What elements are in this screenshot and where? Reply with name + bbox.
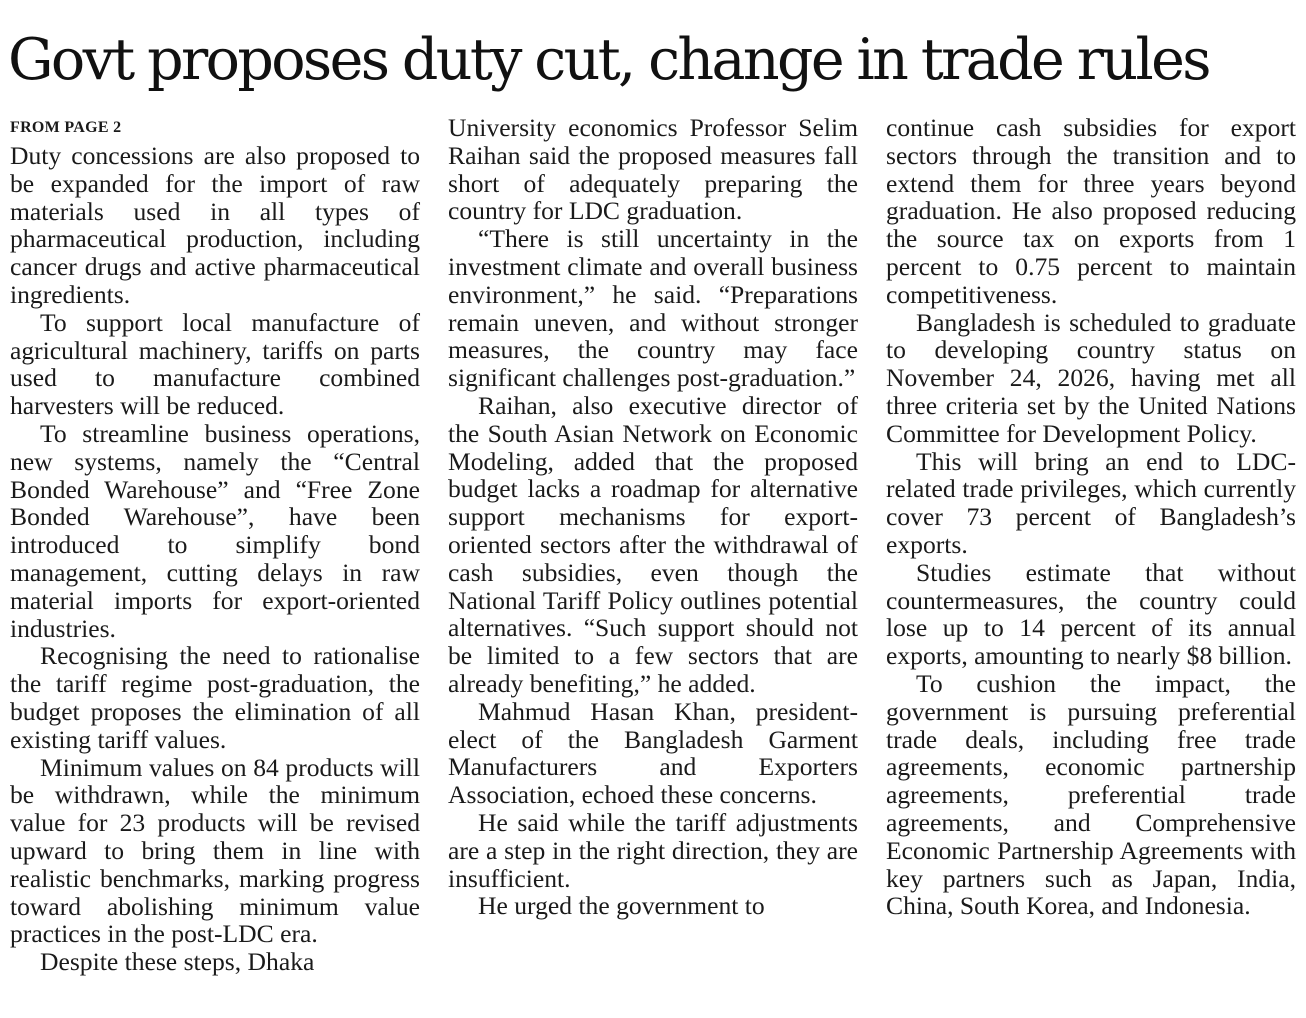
article-column-1 — [10, 114, 420, 976]
paragraph: To streamline business operations, new systems, namely the “Central Bonded Warehouse” and “Free Zone Bonded Warehouse”, have been introduced to simplify bond management, cutting delays in raw material imports for export-oriented industries. — [10, 418, 420, 643]
article-column-2 — [448, 114, 858, 920]
paragraph: He said while the tariff adjustments are a step in the right direction, they are insufficient. — [448, 807, 858, 893]
paragraph: This will bring an end to LDC-related trade privileges, which currently cover 73 percent of Bangladesh’s exports. — [886, 446, 1296, 559]
paragraph: University economics Professor Selim Raihan said the proposed measures fall short of adequately preparing the country for LDC graduation. — [448, 113, 858, 226]
paragraph: Despite these steps, Dhaka — [40, 947, 315, 977]
paragraph: Bangladesh is scheduled to graduate to developing country status on November 24, 2026, having met all three criteria set by the United Nations Committee for Development Policy. — [886, 307, 1296, 448]
paragraph: Raihan, also executive director of the South Asian Network on Economic Modeling, added that the proposed budget lacks a roadmap for alternative support mechanisms for export-oriented sectors after the withdrawal of cash subsidies, even though the National Tariff Policy outlines potential alternatives. “Such support should not be limited to a few sectors that are already benefiting,” he added. — [448, 390, 858, 698]
paragraph: Recognising the need to rationalise the tariff regime post-graduation, the budget proposes the elimination of all existing tariff values. — [10, 641, 420, 754]
paragraph: Studies estimate that without countermeasures, the country could lose up to 14 percent of its annual exports, amounting to nearly $8 billion. — [886, 557, 1296, 671]
article-column-3 — [886, 114, 1296, 920]
paragraph: Mahmud Hasan Khan, president-elect of the Bangladesh Garment Manufacturers and Exporters Association, echoed these concerns. — [448, 696, 858, 810]
paragraph: “There is still uncertainty in the investment climate and overall business environment,” he said. “Preparations remain uneven, and without stronger measures, the country may face significant challenges post-graduation.” — [448, 224, 858, 393]
headline: Govt proposes duty cut, change in trade rules — [8, 27, 1209, 93]
continuation-kicker: FROM PAGE 2 — [10, 119, 122, 136]
paragraph: Minimum values on 84 products will be withdrawn, while the minimum value for 23 products will be revised upward to bring them in line with realistic benchmarks, marking progress toward abolishing minimum value practices in the post-LDC era. — [10, 752, 420, 949]
paragraph: To cushion the impact, the government is pursuing preferential trade deals, including free trade agreements, economic partnership agreements, preferential trade agreements, and Comprehensive Economic Partnership Agreements with key partners such as Japan, India, China, South Korea, and Indonesia. — [886, 668, 1296, 921]
paragraph: Duty concessions are also proposed to be expanded for the import of raw materials used in all types of pharmaceutical production, including cancer drugs and active pharmaceutical ingredients. — [10, 141, 420, 309]
paragraph: To support local manufacture of agricultural machinery, tariffs on parts used to manufacture combined harvesters will be reduced. — [10, 307, 420, 421]
paragraph: continue cash subsidies for export sectors through the transition and to extend them for three years beyond graduation. He also proposed reducing the source tax on exports from 1 percent to 0.75 percent to maintain competitiveness. — [886, 113, 1296, 309]
paragraph: He urged the government to — [478, 891, 765, 921]
